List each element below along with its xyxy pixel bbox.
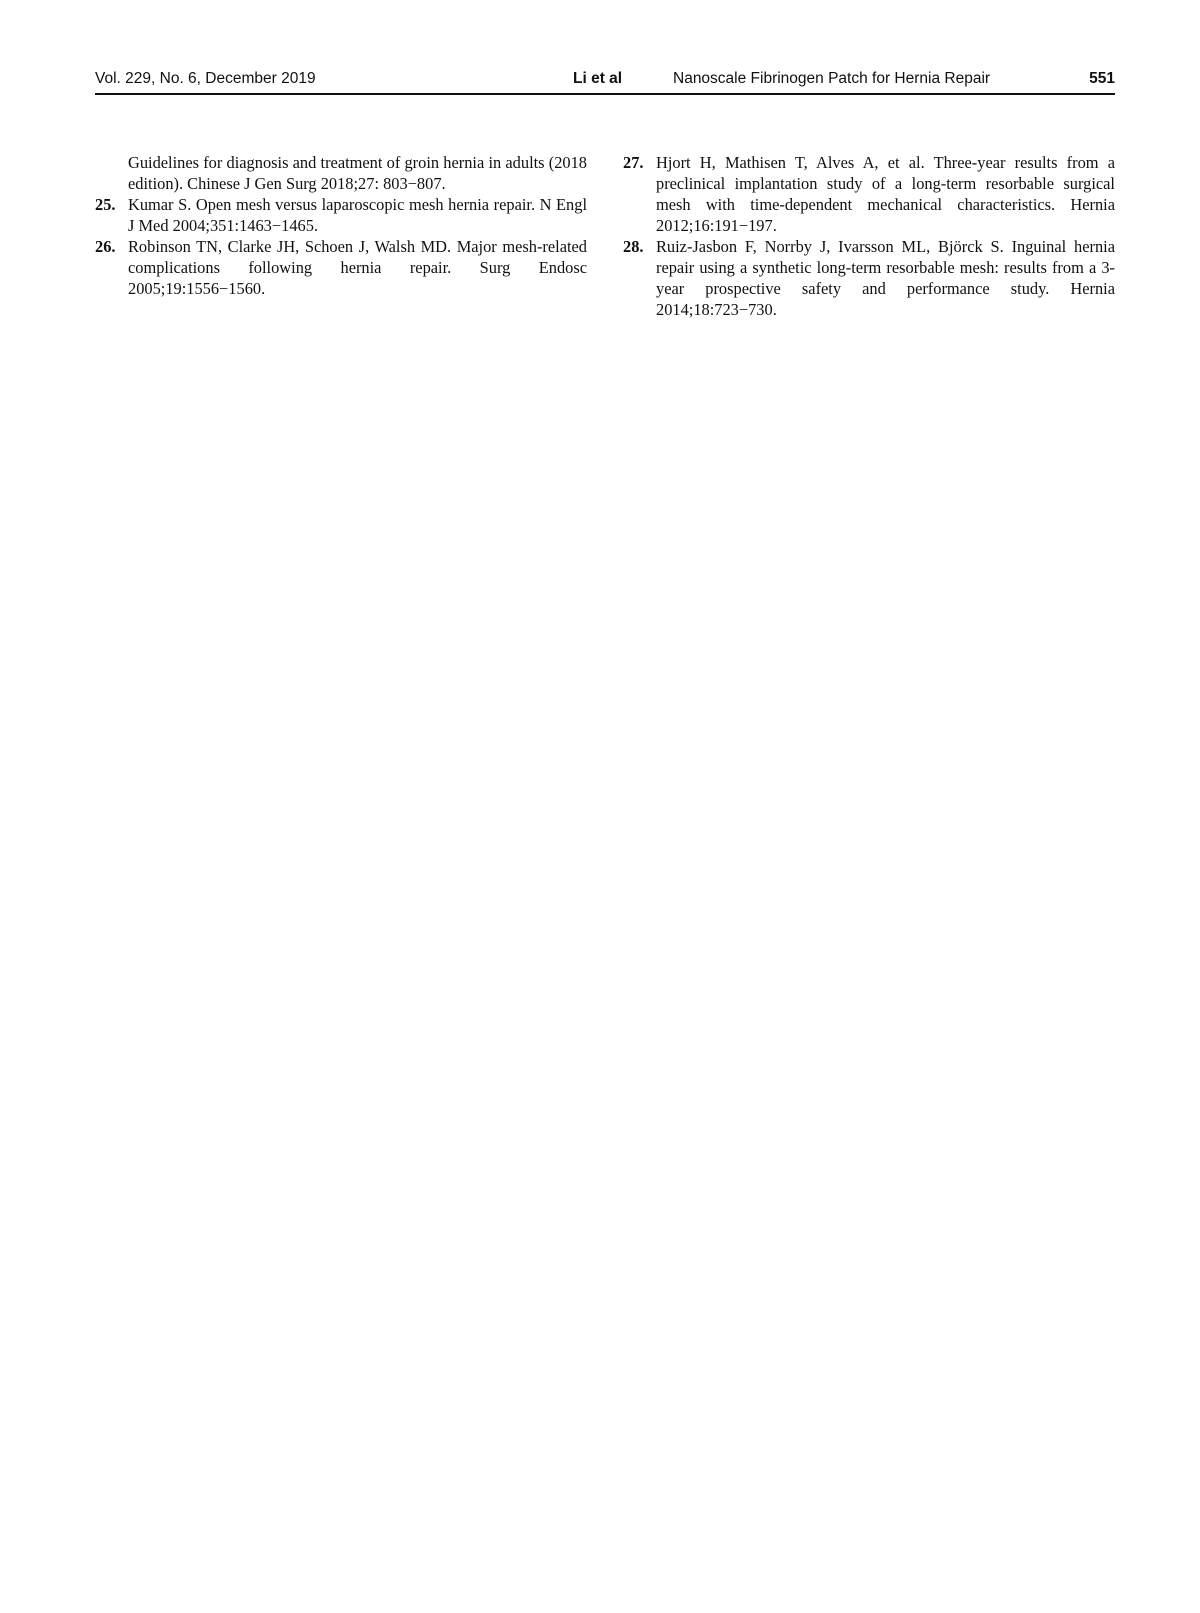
references-column-left <box>95 152 587 299</box>
reference-item <box>623 236 1115 320</box>
reference-text: Guidelines for diagnosis and treatment of groin hernia in adults (2018 edition). Chinese J Gen Surg 2018;27: 803−807. <box>128 153 587 193</box>
reference-text: Hjort H, Mathisen T, Alves A, et al. Three-year results from a preclinical implantation study of a long-term resorbable surgical mesh with time-dependent mechanical characteristics. Hernia 2012;16:191−197. <box>656 153 1115 235</box>
reference-number: 25. <box>95 195 116 214</box>
reference-number: 28. <box>623 237 644 256</box>
reference-number: 27. <box>623 153 644 172</box>
page-number: 551 <box>1089 70 1115 87</box>
reference-item <box>95 236 587 299</box>
journal-info: Vol. 229, No. 6, December 2019 <box>95 70 316 87</box>
reference-item <box>95 194 587 236</box>
reference-text: Ruiz-Jasbon F, Norrby J, Ivarsson ML, Björck S. Inguinal hernia repair using a synthetic long-term resorbable mesh: results from a 3-year prospective safety and performance study. Hernia 2014;18:723−730. <box>656 237 1115 319</box>
references-column-right <box>623 152 1115 320</box>
reference-item <box>623 152 1115 236</box>
running-title: Nanoscale Fibrinogen Patch for Hernia Repair <box>673 70 991 87</box>
running-authors: Li et al <box>573 70 623 87</box>
running-header <box>95 67 1115 95</box>
reference-item <box>95 152 587 194</box>
reference-number: 26. <box>95 237 116 256</box>
reference-text: Kumar S. Open mesh versus laparoscopic mesh hernia repair. N Engl J Med 2004;351:1463−1465. <box>128 195 587 235</box>
reference-text: Robinson TN, Clarke JH, Schoen J, Walsh MD. Major mesh-related complications following hernia repair. Surg Endosc 2005;19:1556−1560. <box>128 237 587 298</box>
